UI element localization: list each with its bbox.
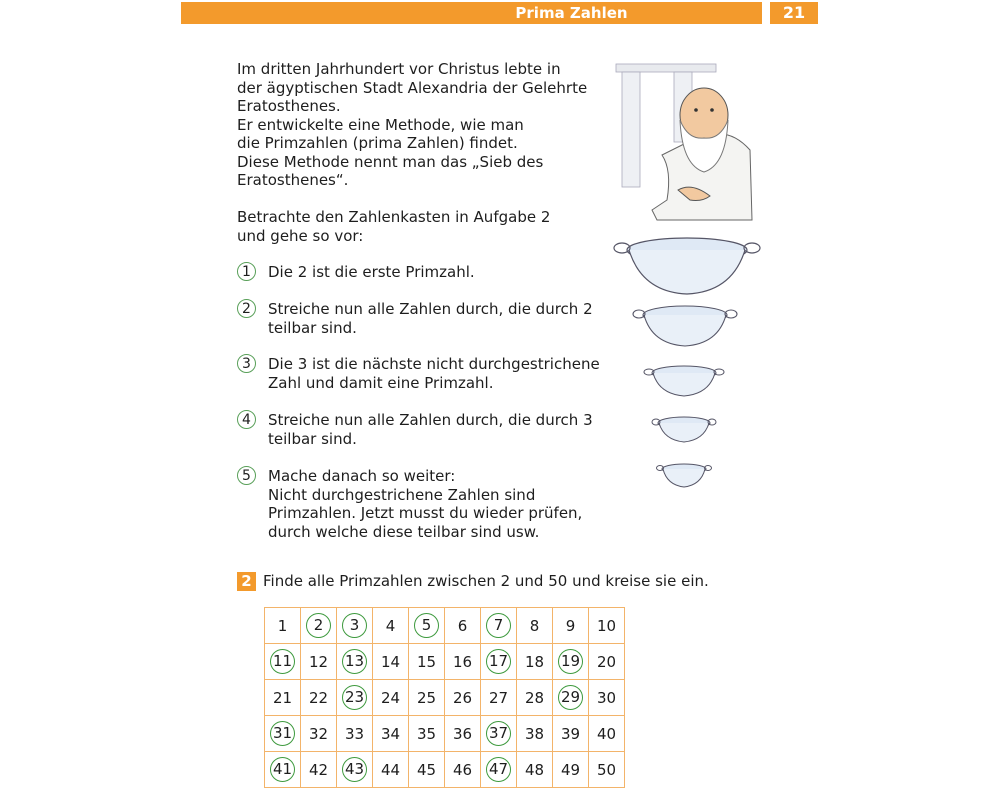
grid-cell[interactable] bbox=[409, 716, 445, 752]
grid-number: 14 bbox=[380, 652, 401, 671]
grid-number: 40 bbox=[596, 724, 617, 743]
eye bbox=[710, 108, 714, 112]
sieve-stack-icon bbox=[614, 238, 760, 487]
page-title: Prima Zahlen bbox=[515, 4, 628, 22]
step-number: 4 bbox=[237, 410, 256, 429]
grid-cell[interactable] bbox=[445, 752, 481, 788]
grid-cell[interactable] bbox=[553, 644, 589, 680]
step-text bbox=[268, 355, 600, 392]
circled-prime-number: 29 bbox=[558, 685, 583, 710]
circled-prime-number: 37 bbox=[486, 721, 511, 746]
steps-intro bbox=[237, 208, 550, 245]
task-2 bbox=[237, 571, 709, 591]
intro-line: Im dritten Jahrhundert vor Christus lebte in bbox=[237, 60, 561, 78]
intro-line: Eratosthenes“. bbox=[237, 171, 349, 189]
grid-cell[interactable] bbox=[589, 716, 625, 752]
eye bbox=[694, 108, 698, 112]
title-bar bbox=[181, 2, 762, 24]
grid-row bbox=[265, 608, 625, 644]
circled-prime-number: 19 bbox=[558, 649, 583, 674]
grid-row bbox=[265, 644, 625, 680]
grid-cell[interactable] bbox=[301, 680, 337, 716]
grid-number: 35 bbox=[416, 724, 437, 743]
step-line: Zahl und damit eine Primzahl. bbox=[268, 373, 494, 392]
grid-cell[interactable] bbox=[337, 716, 373, 752]
intro-line: Diese Methode nennt man das „Sieb des bbox=[237, 152, 544, 171]
intro-text bbox=[237, 60, 597, 190]
grid-number: 50 bbox=[596, 760, 617, 779]
grid-cell[interactable] bbox=[517, 716, 553, 752]
grid-number: 6 bbox=[457, 616, 468, 635]
circled-prime-number: 47 bbox=[486, 757, 511, 782]
grid-cell[interactable] bbox=[301, 716, 337, 752]
circled-prime-number: 43 bbox=[342, 757, 367, 782]
grid-number: 8 bbox=[529, 616, 540, 635]
grid-number: 48 bbox=[524, 760, 545, 779]
grid-cell[interactable] bbox=[409, 644, 445, 680]
step-line: durch welche diese teilbar sind usw. bbox=[268, 522, 540, 541]
step-number: 1 bbox=[237, 262, 256, 281]
grid-number: 39 bbox=[560, 724, 581, 743]
grid-cell[interactable] bbox=[589, 644, 625, 680]
grid-number: 28 bbox=[524, 688, 545, 707]
circled-prime-number: 11 bbox=[270, 649, 295, 674]
step-text bbox=[268, 467, 582, 541]
grid-cell[interactable] bbox=[589, 680, 625, 716]
grid-number: 46 bbox=[452, 760, 473, 779]
grid-cell[interactable] bbox=[553, 716, 589, 752]
grid-number: 10 bbox=[596, 616, 617, 635]
grid-row bbox=[265, 716, 625, 752]
grid-number: 32 bbox=[308, 724, 329, 743]
grid-number: 44 bbox=[380, 760, 401, 779]
grid-cell[interactable] bbox=[373, 716, 409, 752]
grid-number: 33 bbox=[344, 724, 365, 743]
column-left bbox=[622, 72, 640, 187]
grid-cell[interactable] bbox=[337, 752, 373, 788]
circled-prime-number: 5 bbox=[414, 613, 439, 638]
grid-cell[interactable] bbox=[409, 752, 445, 788]
grid-cell[interactable] bbox=[481, 680, 517, 716]
grid-cell[interactable] bbox=[265, 680, 301, 716]
circled-prime-number: 7 bbox=[486, 613, 511, 638]
grid-cell[interactable] bbox=[481, 608, 517, 644]
grid-cell[interactable] bbox=[481, 752, 517, 788]
grid-number: 49 bbox=[560, 760, 581, 779]
eratosthenes-illustration bbox=[612, 60, 762, 500]
grid-cell[interactable] bbox=[553, 608, 589, 644]
grid-number: 9 bbox=[565, 616, 576, 635]
grid-number: 4 bbox=[385, 616, 396, 635]
grid-number: 42 bbox=[308, 760, 329, 779]
step-number: 3 bbox=[237, 354, 256, 373]
grid-number: 24 bbox=[380, 688, 401, 707]
intro-line: Er entwickelte eine Methode, wie man bbox=[237, 115, 524, 134]
grid-cell[interactable] bbox=[265, 608, 301, 644]
page-number: 21 bbox=[770, 2, 818, 24]
grid-number: 45 bbox=[416, 760, 437, 779]
step-text bbox=[268, 263, 475, 282]
grid-cell[interactable] bbox=[481, 716, 517, 752]
circled-prime-number: 31 bbox=[270, 721, 295, 746]
grid-row bbox=[265, 680, 625, 716]
circled-prime-number: 2 bbox=[306, 613, 331, 638]
grid-number: 1 bbox=[277, 616, 288, 635]
grid-cell[interactable] bbox=[373, 608, 409, 644]
grid-cell[interactable] bbox=[445, 608, 481, 644]
grid-cell[interactable] bbox=[301, 608, 337, 644]
grid-number: 38 bbox=[524, 724, 545, 743]
grid-row bbox=[265, 752, 625, 788]
grid-cell[interactable] bbox=[409, 680, 445, 716]
grid-number: 36 bbox=[452, 724, 473, 743]
step-number: 2 bbox=[237, 299, 256, 318]
grid-number: 12 bbox=[308, 652, 329, 671]
intro-line: die Primzahlen (prima Zahlen) findet. bbox=[237, 134, 518, 152]
steps-intro-line: Betrachte den Zahlenkasten in Aufgabe 2 bbox=[237, 208, 551, 226]
grid-cell[interactable] bbox=[517, 680, 553, 716]
step-line: Mache danach so weiter: bbox=[268, 467, 456, 485]
step-line: Streiche nun alle Zahlen durch, die durch 2 bbox=[268, 300, 593, 318]
grid-number: 27 bbox=[488, 688, 509, 707]
grid-cell[interactable] bbox=[517, 644, 553, 680]
grid-number: 16 bbox=[452, 652, 473, 671]
grid-cell[interactable] bbox=[445, 716, 481, 752]
step-number: 5 bbox=[237, 466, 256, 485]
step-line: Die 2 ist die erste Primzahl. bbox=[268, 263, 475, 281]
grid-cell[interactable] bbox=[409, 608, 445, 644]
grid-cell[interactable] bbox=[373, 644, 409, 680]
grid-number: 22 bbox=[308, 688, 329, 707]
task-number-badge: 2 bbox=[237, 572, 256, 591]
grid-cell[interactable] bbox=[589, 608, 625, 644]
grid-number: 25 bbox=[416, 688, 437, 707]
grid-number: 21 bbox=[272, 688, 293, 707]
grid-cell[interactable] bbox=[553, 752, 589, 788]
step-text bbox=[268, 300, 593, 337]
grid-cell[interactable] bbox=[301, 644, 337, 680]
grid-cell[interactable] bbox=[337, 608, 373, 644]
step-text bbox=[268, 411, 593, 448]
grid-number: 18 bbox=[524, 652, 545, 671]
step-line: teilbar sind. bbox=[268, 318, 357, 337]
grid-cell[interactable] bbox=[589, 752, 625, 788]
task-text: Finde alle Primzahlen zwischen 2 und 50 und kreise sie ein. bbox=[263, 572, 709, 590]
grid-number: 26 bbox=[452, 688, 473, 707]
grid-cell[interactable] bbox=[553, 680, 589, 716]
step-line: Primzahlen. Jetzt musst du wieder prüfen, bbox=[268, 504, 583, 522]
grid-cell[interactable] bbox=[337, 680, 373, 716]
grid-cell[interactable] bbox=[301, 752, 337, 788]
grid-cell[interactable] bbox=[445, 680, 481, 716]
number-grid bbox=[264, 607, 625, 788]
grid-cell[interactable] bbox=[265, 644, 301, 680]
grid-number: 15 bbox=[416, 652, 437, 671]
grid-cell[interactable] bbox=[337, 644, 373, 680]
grid-cell[interactable] bbox=[373, 752, 409, 788]
column-capital bbox=[616, 64, 716, 72]
step-line: Nicht durchgestrichene Zahlen sind bbox=[268, 485, 536, 504]
circled-prime-number: 41 bbox=[270, 757, 295, 782]
grid-number: 20 bbox=[596, 652, 617, 671]
circled-prime-number: 13 bbox=[342, 649, 367, 674]
circled-prime-number: 23 bbox=[342, 685, 367, 710]
grid-number: 30 bbox=[596, 688, 617, 707]
grid-cell[interactable] bbox=[481, 644, 517, 680]
step-line: teilbar sind. bbox=[268, 429, 357, 448]
grid-cell[interactable] bbox=[517, 608, 553, 644]
steps-intro-line: und gehe so vor: bbox=[237, 226, 364, 245]
grid-cell[interactable] bbox=[265, 752, 301, 788]
step-line: Streiche nun alle Zahlen durch, die durch 3 bbox=[268, 411, 593, 429]
grid-cell[interactable] bbox=[373, 680, 409, 716]
circled-prime-number: 3 bbox=[342, 613, 367, 638]
circled-prime-number: 17 bbox=[486, 649, 511, 674]
step-line: Die 3 ist die nächste nicht durchgestrichene bbox=[268, 355, 600, 373]
grid-cell[interactable] bbox=[265, 716, 301, 752]
grid-number: 34 bbox=[380, 724, 401, 743]
intro-line: Eratosthenes. bbox=[237, 97, 341, 115]
intro-line: der ägyptischen Stadt Alexandria der Gelehrte bbox=[237, 78, 588, 97]
grid-cell[interactable] bbox=[445, 644, 481, 680]
grid-cell[interactable] bbox=[517, 752, 553, 788]
